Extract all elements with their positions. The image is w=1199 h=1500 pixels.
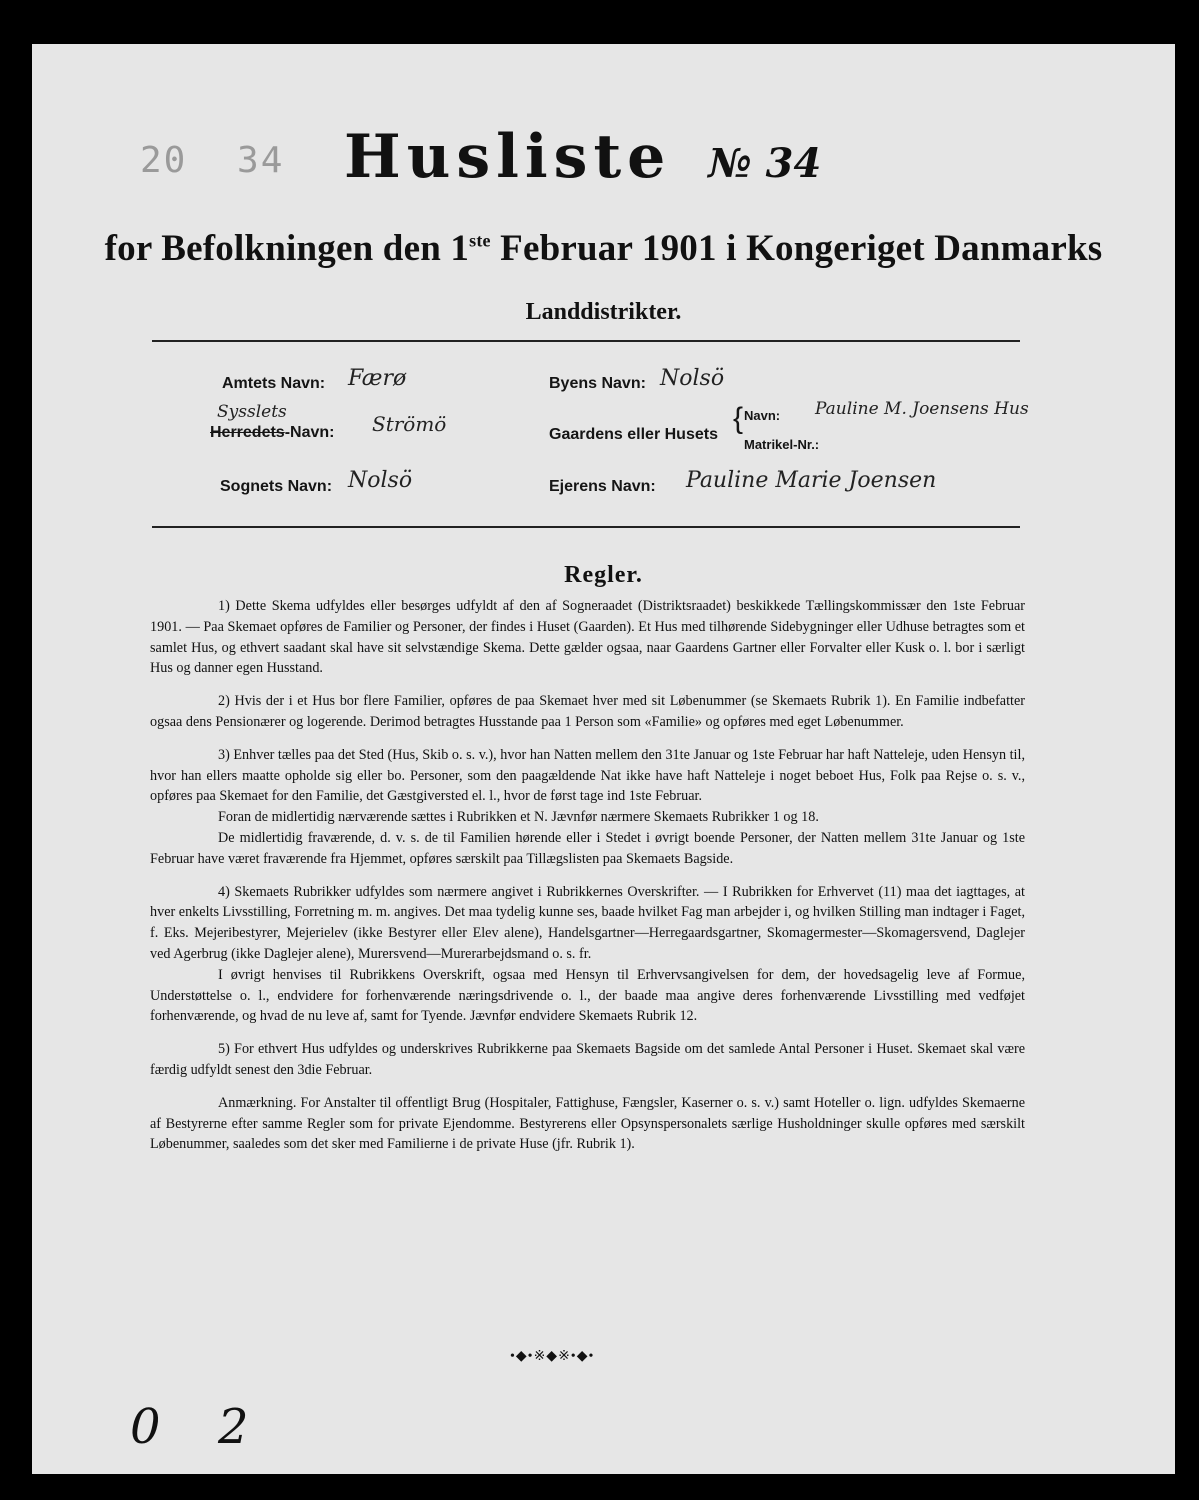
matrikel-label: Matrikel-Nr.: (744, 437, 820, 452)
brace-bracket: { (733, 402, 744, 435)
herred-label (210, 424, 334, 442)
rule-3-note-b: De midlertidig fraværende, d. v. s. de til Familien hørende eller i Stedet i øvrigt boende Personer, der Natten mellem 31te Januar og 1ste Februar have været fraværende fra Hjemmet, opføres særskilt paa Tillægslisten paa Skemaets Bagside. (150, 829, 1025, 867)
bottom-divider (152, 526, 1020, 528)
form-subtitle (32, 227, 1175, 270)
form-district-type: Landdistrikter. (525, 299, 682, 325)
faded-stamp (140, 140, 310, 181)
navn-label: Navn: (744, 408, 781, 423)
herred-correction-handwritten: Sysslets (217, 402, 287, 422)
form-number (708, 140, 821, 187)
rule-3: 3) Enhver tælles paa det Sted (Hus, Skib o. s. v.), hvor han Natten mellem den 31te Januar og 1ste Februar har haft Natteleje, uden Hensyn til, hvor han ellers maatte opholde sig eller bo. Personer, som den paagældende Nat ikke have haft Natteleje i noget beboet Hus, Folk paa Rejse o. s. v., opføres paa Skemaet for den Familie, det Gæstgiversted el. l., hvor de først tage ind 1ste Februar. (150, 746, 1025, 805)
amt-value-handwritten: Færø (348, 366, 407, 391)
annotation-note: Anmærkning. For Anstalter til offentligt Brug (Hospitaler, Fattighuse, Fængsler, Kaserner o. s. v.) samt Hoteller o. lign. udfyldes Skemaerne af Bestyrerne efter samme Regler som for private Ejendomme. Bestyrerens eller Opsynspersonalets særlige Husholdninger skulle opføres med særskilt Løbenummer, saaledes som det sker med Familierne i de private Huse (jfr. Rubrik 1). (150, 1094, 1025, 1153)
subtitle-part-2: Februar 1901 i Kongeriget Danmarks (490, 228, 1103, 269)
navn-value-handwritten: Pauline M. Joensens Hus (815, 399, 1029, 419)
gaard-label: Gaardens eller Husets (549, 426, 718, 443)
by-label: Byens Navn: (549, 375, 646, 392)
rules-text (150, 596, 1025, 1167)
bottom-mark-left: 0 (130, 1399, 161, 1455)
rule-5: 5) For ethvert Hus udfyldes og underskrives Rubrikkerne paa Skemaets Bagside om det samlede Antal Personer i Huset. Skemaet skal være færdig udfyldt senest den 3die Februar. (150, 1041, 1025, 1078)
stamp-number-left: 20 (140, 140, 188, 181)
top-divider (152, 340, 1020, 342)
rule-3-note-a: Foran de midlertidig nærværende sættes i Rubrikken et N. Jævnfør nærmere Skemaets Rubrikker 1 og 18. (218, 809, 819, 826)
bottom-mark-right: 2 (218, 1399, 249, 1455)
stamp-number-right: 34 (237, 140, 285, 181)
herred-label-suffix: -Navn: (284, 424, 335, 441)
amt-label: Amtets Navn: (222, 375, 326, 392)
rule-2: 2) Hvis der i et Hus bor flere Familier, opføres de paa Skemaet hver med sit Løbenummer (se Skemaets Rubrik 1). En Familie indbefatter ogsaa dens Pensionærer og logerende. Derimod betragtes Husstande paa 1 Person som «Familie» og opføres med eget Løbenummer. (150, 693, 1025, 730)
rules-heading: Regler. (564, 562, 643, 588)
by-value-handwritten: Nolsö (660, 366, 725, 391)
form-title (344, 122, 821, 192)
herred-value-handwritten: Strömö (372, 412, 447, 436)
title-text: Husliste (344, 122, 672, 192)
sogn-value-handwritten: Nolsö (348, 468, 413, 493)
sogn-label: Sognets Navn: (220, 478, 333, 495)
number-sign: № (708, 140, 752, 187)
ejer-label: Ejerens Navn: (549, 478, 656, 495)
ornament-divider: •◆•※◆※•◆• (510, 1349, 595, 1364)
rule-4-note: I øvrigt henvises til Rubrikkens Overskrift, ogsaa med Hensyn til Erhvervsangivelsen for dem, der hovedsagelig leve af Formue, Understøttelse o. l., endvidere for forhenværende næringsdrivende o. l., der baade maa angive deres forhenværende Livsstilling med vedføjet forhenværende, og hvad de nu leve af, samt for Tyende. Jævnfør endvidere Skemaets Rubrik 12. (150, 966, 1025, 1025)
ejer-value-handwritten: Pauline Marie Joensen (686, 468, 937, 493)
census-form-page (32, 44, 1175, 1474)
herred-label-struck: Herredets (210, 424, 285, 441)
subtitle-superscript: ste (469, 230, 491, 251)
number-value-handwritten: 34 (765, 140, 822, 187)
rule-4: 4) Skemaets Rubrikker udfyldes som nærmere angivet i Rubrikkernes Overskrifter. — I Rubrikken for Erhvervet (11) maa det iagttages, at hver enkelts Livsstilling, Forretning m. m. angives. Det maa tydelig kunne ses, baade hvilket Fag man arbejder i, og hvilken Stilling man indtager i Faget, f. Eks. Mejeribestyrer, Mejerielev (ikke Bestyrer eller Elev alene), Handelsgartner—Herregaardsgartner, Skomagermester—Skomagersvend, Daglejer ved Agerbrug (ikke Daglejer alene), Murersvend—Murerarbejdsmand o. s. fr. (150, 883, 1025, 962)
rule-1: 1) Dette Skema udfyldes eller besørges udfyldt af den af Sogneraadet (Distriktsraadet) beskikkede Tællingskommissær den 1ste Februar 1901. — Paa Skemaet opføres de Familier og Personer, der findes i Huset (Gaarden). Et Hus med tilhørende Sidebygninger eller Udhuse betragtes som et samlet Hus, og ethvert saadant skal have sit selvstændige Skema. Dette gælder ogsaa, naar Gaardens Gartner eller Forvalter eller Kusk o. l. bor i særligt Hus og danner egen Husstand. (150, 598, 1025, 677)
subtitle-part-1: for Befolkningen den 1 (104, 228, 470, 269)
